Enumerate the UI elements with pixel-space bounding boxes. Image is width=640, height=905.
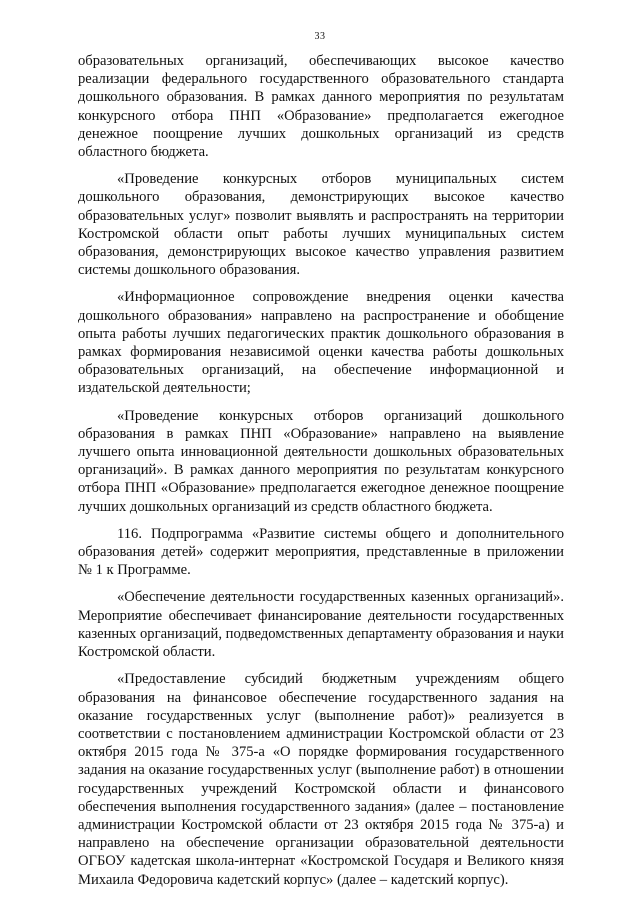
paragraph-information-support: «Информационное сопровождение внедрения оценки качества дошкольного образования» направлено на распространение и обобщение опыта работы лучших педагогических практик дошкольного образования в рамках формирования независимой оценки качества работы дошкольных образовательных организаций, на обеспечение информационной и издательской деятельности; [78,289,564,397]
paragraph-organization-competitions: «Проведение конкурсных отборов организаций дошкольного образования в рамках ПНП «Образование» направлено на выявление лучшего опыта инновационной деятельности дошкольных образовательных организаций». В рамках данного мероприятия по результатам конкурсного отбора ПНП «Образование» предполагается ежегодное денежное поощрение лучших дошкольных организаций из средств областного бюджета. [78,407,564,515]
body-text [78,52,564,889]
paragraph-subprogram-116: 116. Подпрограмма «Развитие системы общего и дополнительного образования детей» содержит мероприятия, представленные в приложении № 1 к Программе. [78,525,564,579]
paragraph-municipal-competitions: «Проведение конкурсных отборов муниципальных систем дошкольного образования, демонстрирующих высокое качество образовательных услуг» позволит выявлять и распространять на территории Костромской области опыт работы лучших муниципальных систем образования, демонстрирующих высокое качество управления развитием системы дошкольного образования. [78,171,564,279]
paragraph-state-organizations: «Обеспечение деятельности государственных казенных организаций». Мероприятие обеспечивает финансирование деятельности государственных казенных организаций, подведомственных департаменту образования и науки Костромской области. [78,589,564,661]
paragraph-continuation: образовательных организаций, обеспечивающих высокое качество реализации федерального государственного образовательного стандарта дошкольного образования. В рамках данного мероприятия по результатам конкурсного отбора ПНП «Образование» предполагается ежегодное денежное поощрение лучших дошкольных организаций из средств областного бюджета. [78,53,564,161]
paragraph-subsidies: «Предоставление субсидий бюджетным учреждениям общего образования на финансовое обеспечение государственного задания на оказание государственных услуг (выполнение работ)» реализуется в соответствии с постановлением администрации Костромской области от 23 октября 2015 года № 375-а «О порядке формирования государственного задания на оказание государственных услуг (выполнение работ) в отношении государственных учреждений Костромской области и финансового обеспечения выполнения государственного задания» (далее – постановление администрации Костромской области от 23 октября 2015 года № 375-а) и направлено на обеспечение организации образовательной деятельности ОГБОУ кадетская школа-интернат «Костромской Государя и Великого князя Михаила Федоровича кадетский корпус» (далее – кадетский корпус). [78,671,564,888]
page-number: 33 [314,31,326,42]
